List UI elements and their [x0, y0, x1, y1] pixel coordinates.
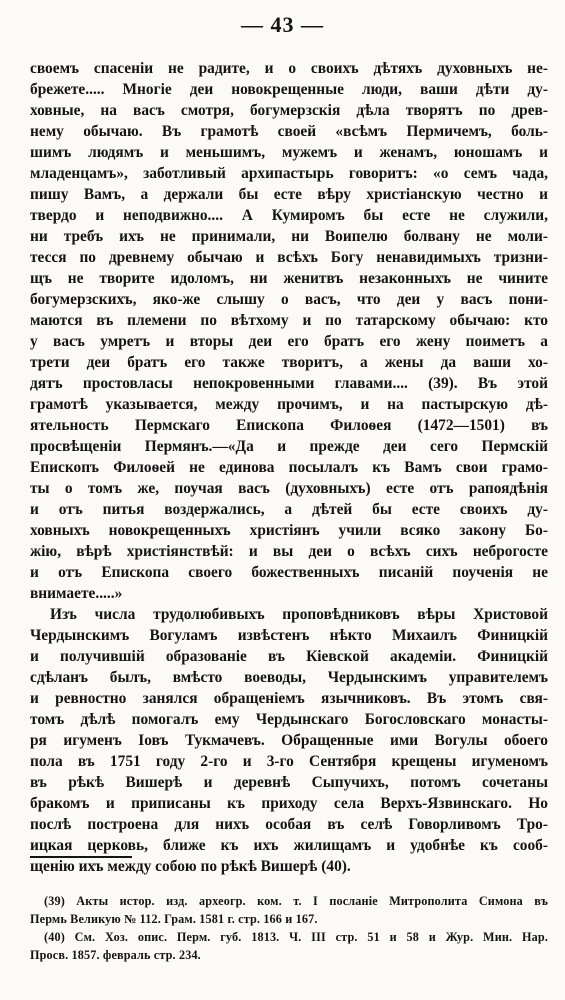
footnote-line: (40) См. Хоз. опис. Перм. губ. 1813. Ч. III стр. 51 и 58 и Жур. Мин. Нар.: [44, 930, 548, 944]
text-line: маются въ племени по вѣтхому и по татарскому обычаю: кто: [30, 312, 548, 329]
text-line: щъ не творите идоломъ, ни женитвъ незаконныхъ не чините: [30, 270, 548, 287]
footnote-line: (39) Акты истор. изд. археогр. ком. т. I посланiе Митрополита Симона въ: [44, 894, 548, 908]
text-line: внимаете.....»: [30, 585, 123, 602]
text-line: послѣ построена для нихъ особая въ селѣ Говорливомъ Тро-: [30, 816, 548, 833]
text-line: щенiю ихъ между собою по рѣкѣ Вишерѣ (40).: [30, 858, 351, 875]
text-line: и ревностно занялся обращенiемъ язычниковъ. Въ этомъ свя-: [30, 690, 548, 707]
text-line: шимъ людямъ и меньшимъ, мужемъ и женамъ, юношамъ и: [30, 144, 548, 161]
page-number: — 43 —: [241, 12, 324, 37]
text-line: Чердынскимъ Вогуламъ извѣстенъ нѣкто Михаилъ Финицкiй: [30, 627, 548, 644]
text-line: твердо и неподвижно.... А Кумиромъ бы есте не служили,: [30, 207, 548, 224]
text-line: грамотѣ указывается, между прочимъ, и на пастырскую дѣ-: [30, 396, 548, 413]
paragraph-start-line: Изъ числа трудолюбивыхъ проповѣдниковъ вѣры Христовой: [50, 606, 548, 623]
text-line: ты о томъ же, поучая васъ (духовныхъ) есте отъ рапоядѣнiя: [30, 480, 548, 497]
text-line: просвѣщенiи Пермянъ.—«Да и прежде деи сего Пермскiй: [30, 438, 548, 455]
footnote-divider: [30, 856, 132, 858]
text-line: жiю, вѣрѣ христiянствѣй: и вы деи о всѣхъ сихъ неброгосте: [30, 543, 548, 560]
footnotes: [30, 892, 548, 964]
text-line: Епископъ Филоѳей не единова посылалъ къ Вамъ свои грамо-: [30, 459, 548, 476]
text-line: трети деи братъ его также творитъ, а жены да ваши хо-: [30, 354, 548, 371]
text-line: ховные, на васъ смотря, богумерзскiя дѣла творятъ по древ-: [30, 102, 548, 119]
text-line: сдѣланъ былъ, вмѣсто воеводы, Чердынскимъ управителемъ: [30, 669, 548, 686]
text-line: ря игуменъ Iовъ Тукмачевъ. Обращенные ими Вогулы обоего: [30, 732, 548, 749]
text-line: и отъ питья воздержались, а дѣтей бы есте своихъ ду-: [30, 501, 548, 518]
footnote-line: Пермь Великую № 112. Грам. 1581 г. стр. 166 и 167.: [30, 912, 318, 926]
text-line: дятъ простовласы непокровенными главами.... (39). Въ этой: [30, 375, 548, 392]
text-line: младенцамъ», заботливый архипастырь говоритъ: «о семъ чада,: [30, 165, 548, 182]
text-line: богумерзскихъ, яко-же слышу о васъ, что деи у васъ пони-: [30, 291, 548, 308]
text-line: ни требъ ихъ не принимали, ни Воипелю болвану не моли-: [30, 228, 548, 245]
text-line: ховныхъ новокрещенныхъ христiянъ учили всяко закону Бо-: [30, 522, 548, 539]
text-line: въ рѣкѣ Вишерѣ и деревнѣ Сыпучихъ, потомъ сочетаны: [30, 774, 548, 791]
text-line: своемъ спасенiи не радите, и о своихъ дѣтяхъ духовныхъ не-: [30, 60, 548, 77]
footnote-line: Просв. 1857. февраль стр. 234.: [30, 948, 201, 962]
text-line: ятельность Пермскаго Епископа Филоѳея (1472—1501) въ: [30, 417, 548, 434]
text-line: пола въ 1751 году 2-го и 3-го Сентября крещены игуменомъ: [30, 753, 548, 770]
body-text: [30, 58, 548, 877]
text-line: брежете..... Многiе деи новокрещенные люди, ваши дѣти ду-: [30, 81, 548, 98]
text-line: пишу Вамъ, а держали бы есте вѣру христiанскую честно и: [30, 186, 548, 203]
text-line: нему обычаю. Въ грамотѣ своей «всѣмъ Пермичемъ, боль-: [30, 123, 548, 140]
text-line: у васъ умретъ и вторы деи его братъ его жену поиметъ а: [30, 333, 548, 350]
text-line: ицкая церковь, ближе къ ихъ жилищамъ и удобнѣе къ сооб-: [30, 837, 548, 854]
text-line: тесся по древнему обычаю и всѣхъ Богу ненавидимыхъ тризни-: [30, 249, 548, 266]
text-line: томъ дѣлѣ помогалъ ему Чердынскаго Богословскаго монасты-: [30, 711, 548, 728]
text-line: и получившiй образованiе въ Кiевской академiи. Финицкiй: [30, 648, 548, 665]
text-line: бракомъ и приписаны къ приходу села Верхъ-Язвинскаго. Но: [30, 795, 548, 812]
text-line: и отъ Епископа своего божественныхъ писанiй поученiя не: [30, 564, 548, 581]
